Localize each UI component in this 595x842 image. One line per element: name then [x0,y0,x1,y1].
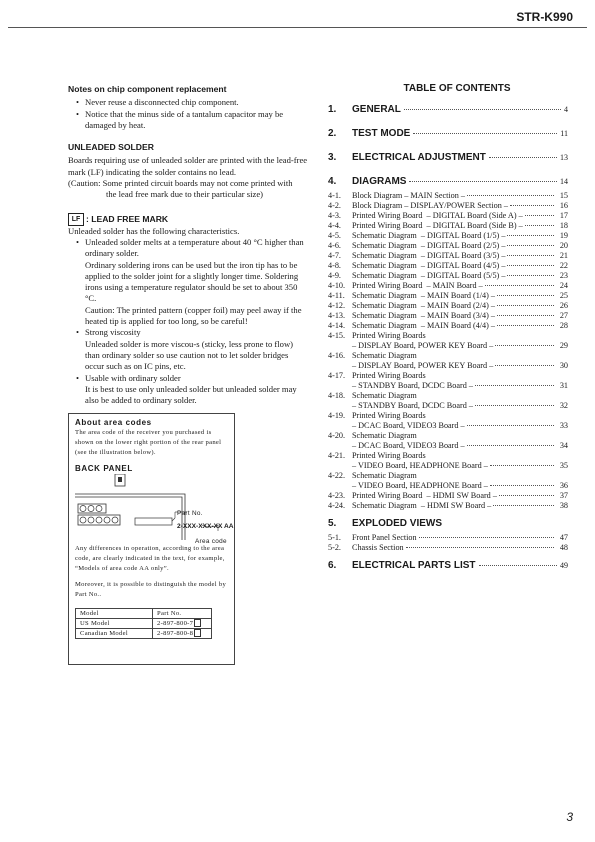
toc-page: 32 [559,401,568,410]
toc-page: 29 [559,341,568,350]
toc-section-number: 1. [328,104,337,115]
area-code-text: Any differences in operation, according to the area code, are clearly indicated in the text, for example, “Models of area code AA only”. [75,545,225,572]
toc-entry-number: 4-9. [328,271,341,280]
toc-entry[interactable] [328,391,568,411]
dot-leader [475,405,554,406]
toc-section[interactable] [328,177,568,187]
toc-entry-title: Schematic Diagram – DIGITAL Board (1/5) – [352,231,506,240]
toc-entry-number: 4-23. [328,491,346,500]
chip-notes-title: Notes on chip component replacement [68,84,227,94]
toc-section[interactable] [328,153,568,163]
toc-entry-subtitle: – VIDEO Board, HEADPHONE Board – [352,481,488,490]
toc-entry[interactable] [328,211,568,221]
area-code-box [68,413,235,665]
toc-page: 26 [559,301,568,310]
table-cell [153,629,212,639]
toc-entry-number: 5-1. [328,533,341,542]
checkbox-square-icon [194,619,201,627]
toc-entry-number: 4-16. [328,351,346,360]
toc-entry-number: 4-18. [328,391,346,400]
toc-page: 4 [564,105,568,114]
toc-entry-title: Schematic Diagram – MAIN Board (3/4) – [352,311,496,320]
toc-entry-title: Schematic Diagram [352,351,417,360]
toc-entry-title: Printed Wiring Board – DIGITAL Board (Side A) – [352,211,523,220]
dot-leader [497,295,554,296]
toc-entry-subtitle: – DISPLAY Board, POWER KEY Board – [352,361,494,370]
lead-free-list [68,327,308,338]
dot-leader [409,181,557,182]
dot-leader [479,565,557,566]
dot-leader [467,445,554,446]
part-no-value: 2-XXX-XXX-XX AA [177,523,234,530]
toc-entry[interactable] [328,533,568,543]
toc-entry[interactable] [328,221,568,231]
table-cell [153,619,212,629]
caution-line: the lead free mark due to their particular size) [106,189,263,200]
toc-section-title: TEST MODE [352,128,411,139]
toc-entry-title: Printed Wiring Boards [352,451,426,460]
toc-entry[interactable] [328,411,568,431]
toc-page: 24 [559,281,568,290]
dot-leader [406,547,554,548]
toc-section-title: ELECTRICAL ADJUSTMENT [352,152,486,163]
toc-entry[interactable] [328,301,568,311]
toc-entry[interactable] [328,321,568,331]
toc-entry-title: Block Diagram – DISPLAY/POWER Section – [352,201,508,210]
toc-page: 20 [559,241,568,250]
toc-entry-title: Schematic Diagram – DIGITAL Board (5/5) – [352,271,506,280]
toc-page: 49 [560,561,568,570]
dot-leader [419,537,554,538]
toc-section[interactable] [328,129,568,139]
toc-entry-title: Schematic Diagram – DIGITAL Board (3/5) – [352,251,506,260]
toc-page: 19 [559,231,568,240]
toc-section[interactable] [328,561,568,571]
toc-entry[interactable] [328,371,568,391]
toc-entry-title: Printed Wiring Board – DIGITAL Board (Side B) – [352,221,523,230]
dot-leader [489,157,557,158]
toc-entry-title: Block Diagram – MAIN Section – [352,191,466,200]
toc-entry[interactable] [328,191,568,201]
toc-entry-number: 4-5. [328,231,341,240]
dot-leader [499,495,554,496]
dot-leader [507,255,554,256]
dot-leader [495,365,554,366]
toc-section[interactable] [328,105,568,115]
dot-leader [507,265,554,266]
list-item: • Strong viscosity [68,327,308,338]
part-number: 2-897-800-7 [157,620,194,627]
toc-entry-number: 4-24. [328,501,346,510]
dot-leader [497,325,554,326]
toc-title: TABLE OF CONTENTS [403,83,511,94]
toc-entry-number: 4-14. [328,321,346,330]
dot-leader [413,133,557,134]
toc-page: 14 [560,177,568,186]
toc-entry-number: 4-3. [328,211,341,220]
list-item: • Notice that the minus side of a tantalum capacitor may be damaged by heat. [68,109,308,132]
toc-entry-number: 4-6. [328,241,341,250]
toc-page: 15 [559,191,568,200]
toc-entry[interactable] [328,311,568,321]
toc-page: 28 [559,321,568,330]
toc-entry[interactable] [328,501,568,511]
toc-entry-number: 4-19. [328,411,346,420]
toc-entry-number: 4-15. [328,331,346,340]
toc-entry-title: Schematic Diagram [352,471,417,480]
lead-free-list [68,237,308,260]
caution-text: Caution: The printed pattern (copper foil) may peel away if the heated tip is applied for too long, so be careful! [85,304,302,327]
toc-page: 21 [559,251,568,260]
toc-entry-title: Printed Wiring Board – HDMI SW Board – [352,491,497,500]
dot-leader [507,275,554,276]
dot-leader [485,285,554,286]
toc-entry[interactable] [328,291,568,301]
toc-page: 16 [559,201,568,210]
table-header: Part No. [153,609,212,619]
toc-entry[interactable] [328,331,568,351]
toc-page: 38 [559,501,568,510]
model-number: STR-K990 [516,10,573,24]
dot-leader [490,465,554,466]
toc-page: 17 [559,211,568,220]
toc-section-number: 3. [328,152,337,163]
list-item: • Unleaded solder melts at a temperature about 40 °C higher than ordinary solder. [68,237,308,260]
toc-entry-subtitle: – DISPLAY Board, POWER KEY Board – [352,341,494,350]
toc-entry-number: 4-10. [328,281,346,290]
toc-entry-number: 4-8. [328,261,341,270]
dot-leader [507,245,554,246]
dot-leader [467,425,554,426]
list-item: • Usable with ordinary solder [68,373,308,384]
toc-page: 37 [559,491,568,500]
toc-entry-title: Printed Wiring Boards [352,411,426,420]
toc-entry[interactable] [328,451,568,471]
caution-line: (Caution: Some printed circuit boards may not come printed with [68,178,293,189]
dot-leader [525,215,554,216]
toc-section-title: EXPLODED VIEWS [352,518,443,529]
toc-page: 27 [559,311,568,320]
left-column [68,84,308,406]
toc-entry[interactable] [328,281,568,291]
table-of-contents [328,84,568,585]
toc-entry-title: Schematic Diagram – DIGITAL Board (4/5) – [352,261,506,270]
back-panel-label: BACK PANEL [75,464,133,473]
toc-entry-number: 4-1. [328,191,341,200]
toc-entry-title: Schematic Diagram – MAIN Board (2/4) – [352,301,496,310]
toc-entry-subtitle: – VIDEO Board, HEADPHONE Board – [352,461,488,470]
list-item-detail: Ordinary soldering irons can be used but the iron tip has to be applied to the solder joint for a slightly longer time. Soldering irons using a temperature regulator should be set to about 350 °C. [85,259,299,304]
toc-page: 34 [559,441,568,450]
toc-section-number: 2. [328,128,337,139]
lead-free-title: : LEAD FREE MARK [86,214,169,225]
unleaded-title: UNLEADED SOLDER [68,142,154,153]
model-table [75,608,212,639]
toc-entry-number: 4-20. [328,431,346,440]
toc-section-title: ELECTRICAL PARTS LIST [352,560,476,571]
list-item-detail: Unleaded solder is more viscou-s (sticky, less prone to flow) than ordinary solder so use caution not to let solder bridges occur such as on IC pins, etc. [85,338,294,372]
toc-entry-number: 4-12. [328,301,346,310]
toc-page: 22 [559,261,568,270]
area-code-text: Moreover, it is possible to distinguish the model by Part No.. [75,581,227,598]
part-number: 2-897-800-8 [157,630,194,637]
dot-leader [510,205,554,206]
toc-entry[interactable] [328,251,568,261]
page-number: 3 [566,810,573,824]
table-row [76,619,212,629]
toc-entry-subtitle: – STANDBY Board, DCDC Board – [352,401,473,410]
toc-entry-number: 4-4. [328,221,341,230]
table-cell: US Model [76,619,153,629]
toc-page: 35 [559,461,568,470]
toc-entry[interactable] [328,351,568,371]
toc-entry-title: Chassis Section [352,543,404,552]
lead-free-mark-icon: LF [68,213,84,226]
toc-page: 25 [559,291,568,300]
dot-leader [495,345,554,346]
area-code-title: About area codes [75,418,152,427]
toc-entry-number: 4-22. [328,471,346,480]
unleaded-text: Boards requiring use of unleaded solder are printed with the lead-free mark (LF) indicating the solder contains no lead. [68,155,308,177]
dot-leader [525,225,554,226]
toc-entry-number: 5-2. [328,543,341,552]
dot-leader [507,235,554,236]
toc-entry-number: 4-17. [328,371,346,380]
lead-free-intro: Unleaded solder has the following characteristics. [68,225,240,236]
dot-leader [467,195,554,196]
toc-entry-title: Schematic Diagram – MAIN Board (4/4) – [352,321,496,330]
toc-entry-title: Schematic Diagram – MAIN Board (1/4) – [352,291,496,300]
lead-free-heading [68,213,308,226]
toc-page: 18 [559,221,568,230]
toc-section-title: GENERAL [352,104,401,115]
area-code-label: Area code [195,538,227,545]
dot-leader [475,385,554,386]
toc-page: 13 [560,153,568,162]
part-no-label: Part No. [177,510,203,517]
toc-entry-title: Schematic Diagram – DIGITAL Board (2/5) – [352,241,506,250]
toc-entry[interactable] [328,491,568,501]
toc-entry-title: Printed Wiring Board – MAIN Board – [352,281,483,290]
toc-page: 23 [559,271,568,280]
table-header: Model [76,609,153,619]
area-code-text: The area code of the receiver you purchased is shown on the lower right portion of the rear panel (see the illustration below). [75,429,222,456]
toc-entry-subtitle: – DCAC Board, VIDEO3 Board – [352,441,465,450]
toc-entry-title: Front Panel Section [352,533,417,542]
toc-entry-subtitle: – STANDBY Board, DCDC Board – [352,381,473,390]
toc-entry[interactable] [328,241,568,251]
toc-entry-number: 4-11. [328,291,345,300]
toc-entry-number: 4-7. [328,251,341,260]
header-rule [8,27,587,28]
toc-section-number: 5. [328,518,337,529]
table-cell: Canadian Model [76,629,153,639]
checkbox-square-icon [194,629,201,637]
toc-entry-title: Printed Wiring Boards [352,371,426,380]
toc-section[interactable] [328,519,568,529]
chip-notes-list [68,97,308,131]
toc-entry-title: Schematic Diagram [352,431,417,440]
toc-page: 33 [559,421,568,430]
dot-leader [493,505,554,506]
toc-page: 36 [559,481,568,490]
toc-entry-title: Schematic Diagram – HDMI SW Board – [352,501,492,510]
toc-entry[interactable] [328,261,568,271]
toc-page: 47 [559,533,568,542]
toc-entry[interactable] [328,271,568,281]
toc-entry-subtitle: – DCAC Board, VIDEO3 Board – [352,421,465,430]
toc-entry[interactable] [328,471,568,491]
toc-entry[interactable] [328,431,568,451]
toc-section-number: 4. [328,176,337,187]
toc-entry-number: 4-13. [328,311,346,320]
toc-page: 11 [560,129,568,138]
toc-page: 48 [559,543,568,552]
toc-entry[interactable] [328,543,568,553]
toc-entry-title: Schematic Diagram [352,391,417,400]
dot-leader [497,305,554,306]
dot-leader [404,109,561,110]
table-row [76,609,212,619]
toc-entry[interactable] [328,231,568,241]
table-row [76,629,212,639]
toc-entry-title: Printed Wiring Boards [352,331,426,340]
list-item-detail: It is best to use only unleaded solder but unleaded solder may also be added to ordinary solder. [85,383,297,406]
toc-page: 31 [559,381,568,390]
toc-entry[interactable] [328,201,568,211]
list-item: • Never reuse a disconnected chip component. [68,97,308,108]
toc-section-number: 6. [328,560,337,571]
toc-entry-number: 4-2. [328,201,341,210]
lead-free-list [68,373,308,384]
toc-section-title: DIAGRAMS [352,176,407,187]
dot-leader [497,315,554,316]
toc-entry-number: 4-21. [328,451,346,460]
dot-leader [490,485,554,486]
toc-page: 30 [559,361,568,370]
